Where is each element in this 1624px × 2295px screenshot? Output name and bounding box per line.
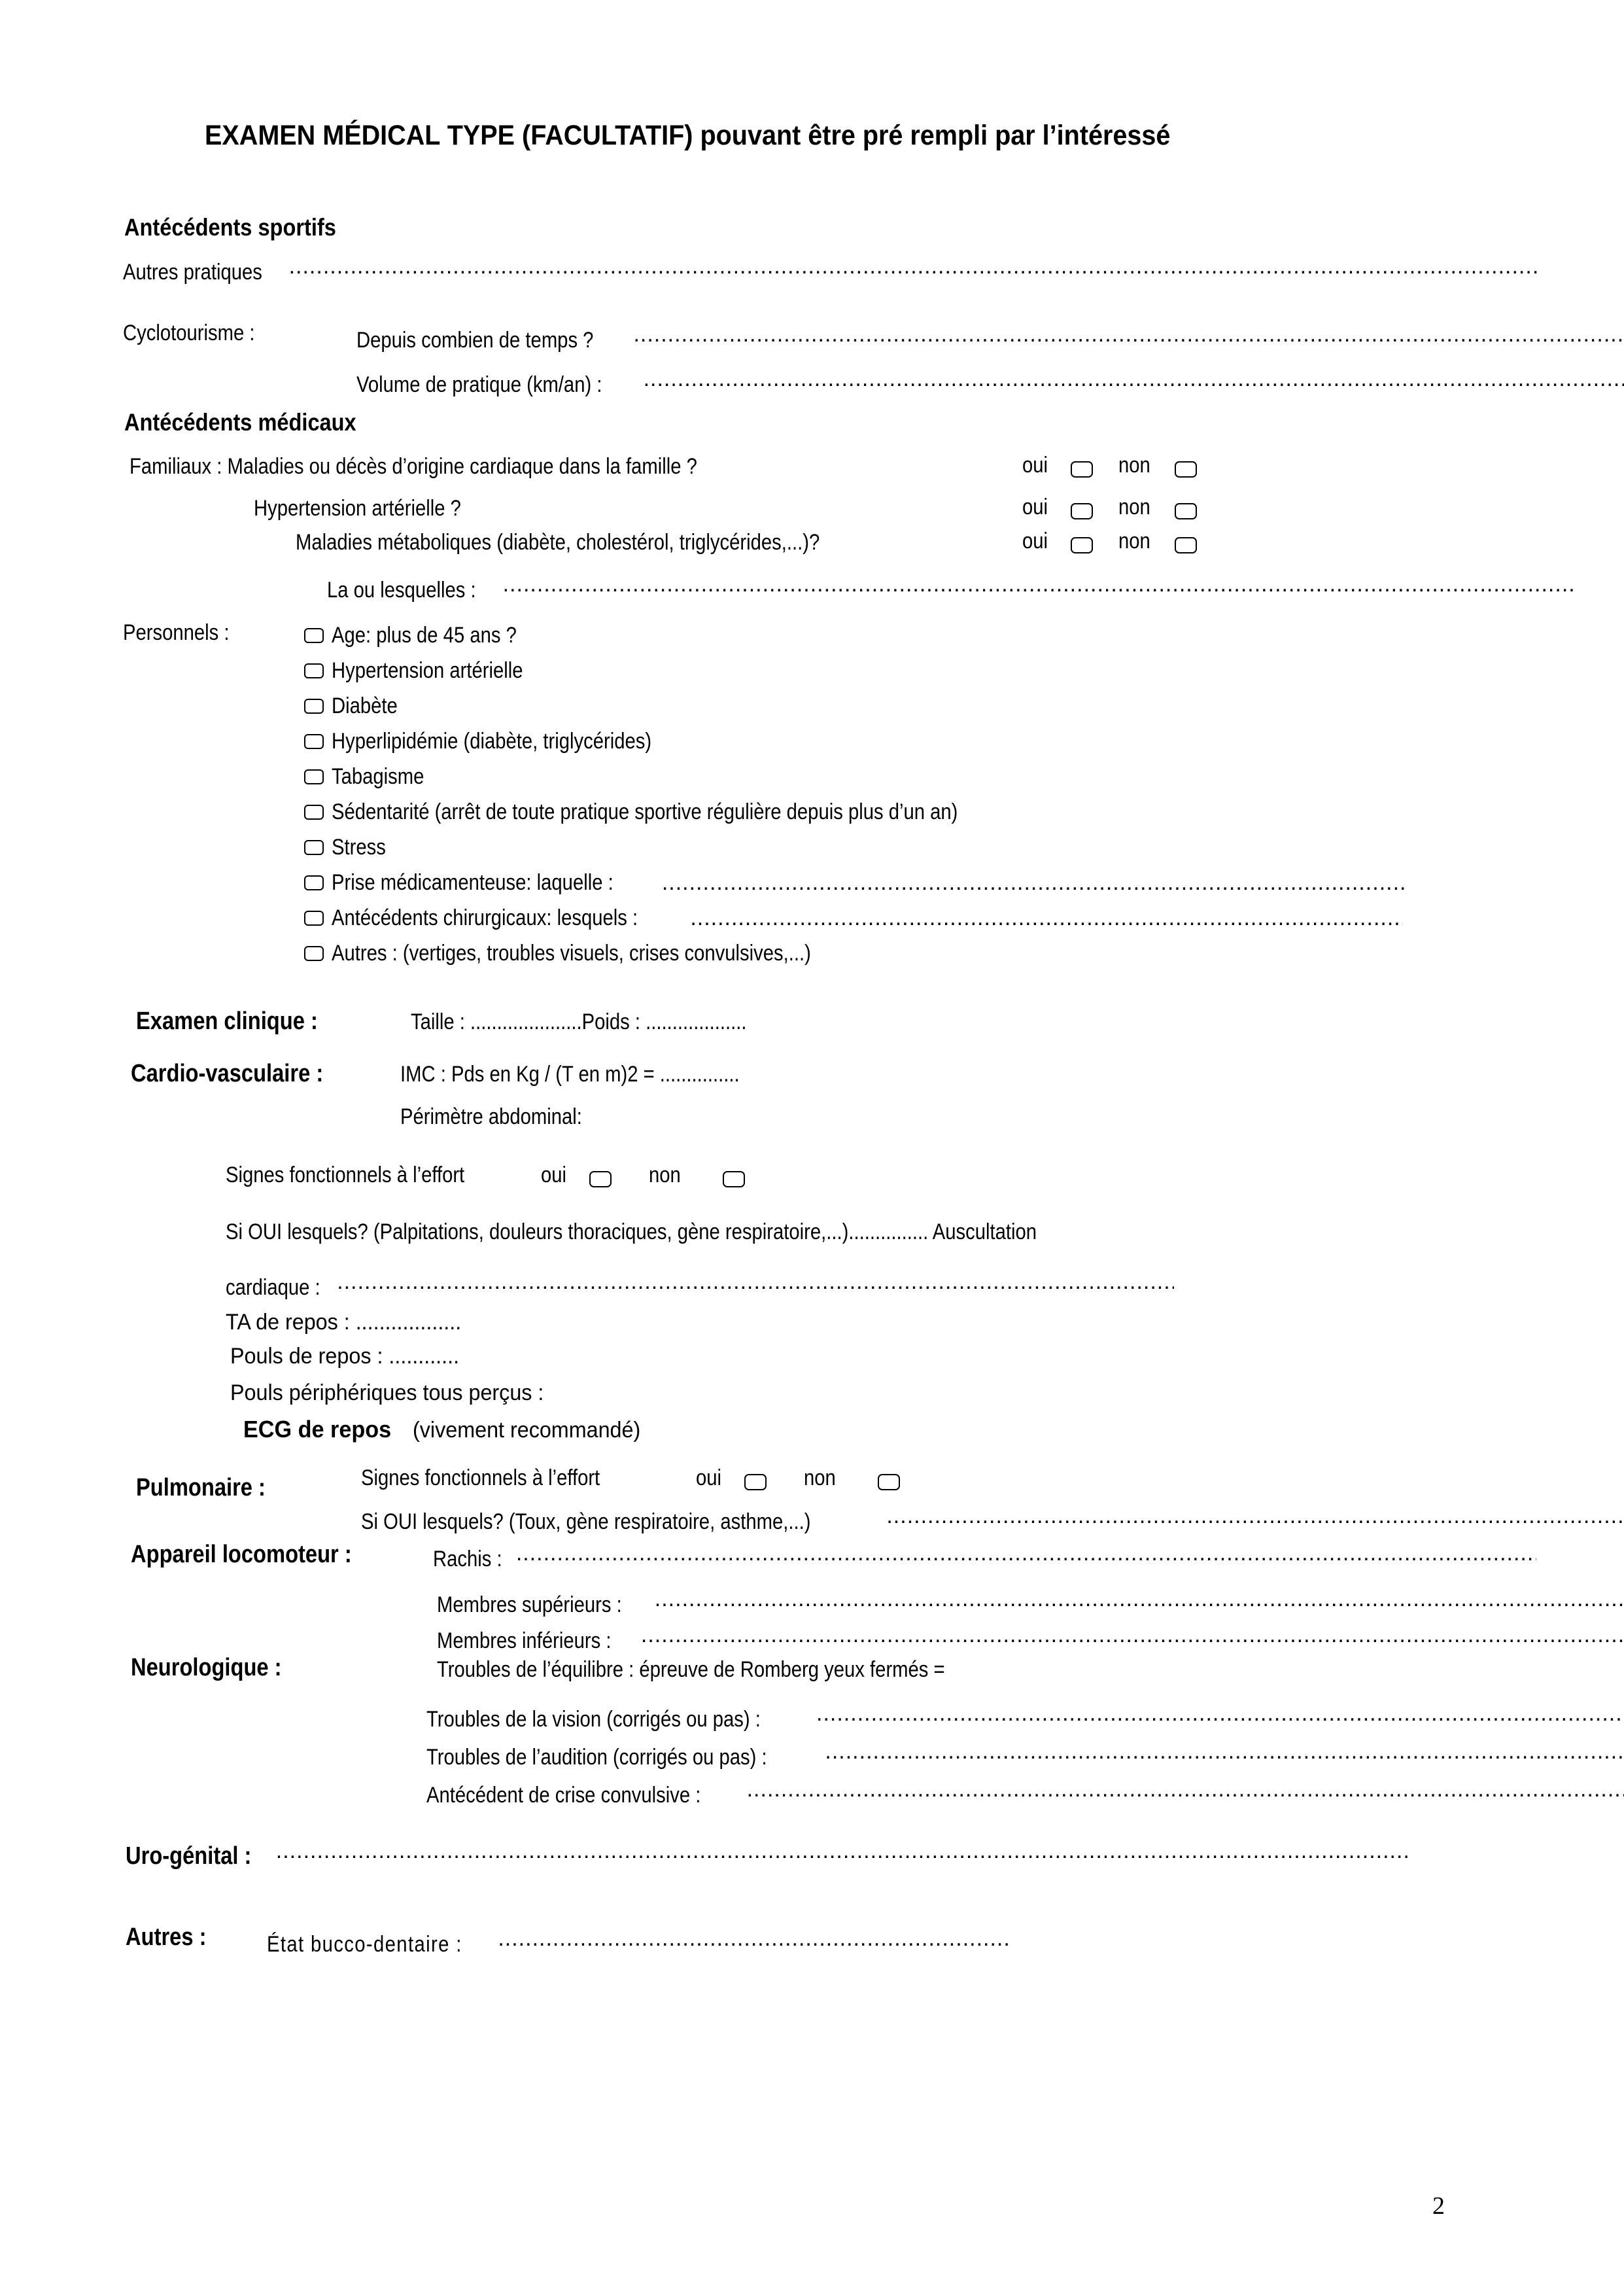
oui-label: oui bbox=[695, 1465, 721, 1490]
volume-pratique-leader[interactable] bbox=[644, 366, 1624, 392]
list-item-label: Antécédents chirurgicaux: lesquels : bbox=[332, 905, 638, 930]
section-label-pulmonaire: Pulmonaire : bbox=[136, 1474, 266, 1501]
cardiaque-leader[interactable] bbox=[337, 1269, 1174, 1295]
list-item-label: Stress bbox=[332, 835, 386, 860]
checkbox-hyperlipidemie[interactable] bbox=[304, 734, 324, 749]
troubles-vision-row bbox=[426, 1701, 1624, 1730]
membres-inferieurs-leader[interactable] bbox=[641, 1622, 1624, 1648]
pulmonaire-signes-label: Signes fonctionnels à l’effort bbox=[361, 1465, 600, 1490]
checkbox-cardio-signes-non[interactable] bbox=[723, 1171, 745, 1187]
list-item[interactable] bbox=[304, 653, 1408, 688]
checkbox-prise-medicamenteuse[interactable] bbox=[304, 875, 324, 890]
non-label: non bbox=[1118, 453, 1150, 478]
autres-pratiques-row bbox=[123, 254, 1538, 283]
ecg-note: (vivement recommandé) bbox=[412, 1418, 641, 1443]
list-item-label: Hyperlipidémie (diabète, triglycérides) bbox=[332, 729, 652, 754]
list-item-label: Diabète bbox=[332, 693, 398, 718]
membres-superieurs-leader[interactable] bbox=[655, 1586, 1624, 1612]
prise-medicamenteuse-leader[interactable] bbox=[662, 870, 1408, 896]
oui-label: oui bbox=[1022, 529, 1048, 553]
cardiaque-label: cardiaque : bbox=[226, 1275, 320, 1300]
troubles-vision-leader[interactable] bbox=[816, 1701, 1624, 1726]
bucco-dentaire-leader[interactable] bbox=[498, 1926, 1008, 1952]
list-item-label: Age: plus de 45 ans ? bbox=[332, 623, 517, 648]
troubles-audition-leader[interactable] bbox=[825, 1739, 1624, 1764]
checkbox-sedentarite[interactable] bbox=[304, 805, 324, 820]
la-ou-lesquelles-row bbox=[327, 572, 1576, 601]
rachis-row bbox=[433, 1541, 1536, 1570]
list-item[interactable] bbox=[304, 865, 1408, 900]
pouls-de-repos-row[interactable]: Pouls de repos : ............ bbox=[230, 1344, 460, 1369]
section-label-autres: Autres : bbox=[126, 1923, 207, 1951]
pulmonaire-si-oui-row bbox=[361, 1503, 1624, 1533]
section-label-neurologique: Neurologique : bbox=[131, 1654, 282, 1681]
checkbox-tabagisme[interactable] bbox=[304, 769, 324, 784]
checkbox-familiaux-metaboliques-oui[interactable] bbox=[1071, 537, 1093, 553]
autres-pratiques-label: Autres pratiques bbox=[123, 260, 262, 285]
checkbox-age-45[interactable] bbox=[304, 628, 324, 643]
list-item[interactable] bbox=[304, 794, 1408, 830]
personnels-checklist bbox=[304, 618, 1408, 971]
ecg-de-repos-label: ECG de repos bbox=[243, 1416, 392, 1443]
list-item[interactable] bbox=[304, 936, 1408, 971]
checkbox-familiaux-cardiaque-non[interactable] bbox=[1175, 461, 1197, 478]
list-item-label: Prise médicamenteuse: laquelle : bbox=[332, 870, 613, 895]
list-item[interactable] bbox=[304, 759, 1408, 794]
oui-label: oui bbox=[1022, 453, 1048, 478]
checkbox-pulmonaire-signes-oui[interactable] bbox=[744, 1474, 767, 1490]
auscultation-cardiaque-row bbox=[226, 1269, 1174, 1299]
page-title: EXAMEN MÉDICAL TYPE (FACULTATIF) pouvant être pré rempli par l’intéressé bbox=[205, 120, 1171, 151]
uro-genital-row bbox=[126, 1838, 1408, 1870]
checkbox-familiaux-hta-oui[interactable] bbox=[1071, 503, 1093, 519]
section-label-cardio-vasculaire: Cardio-vasculaire : bbox=[131, 1060, 324, 1087]
membres-superieurs-label: Membres supérieurs : bbox=[437, 1592, 622, 1617]
familiaux-hta-choices bbox=[1022, 496, 1197, 519]
crise-convulsive-row bbox=[426, 1777, 1624, 1806]
bucco-dentaire-row bbox=[267, 1926, 1008, 1955]
checkbox-hypertension[interactable] bbox=[304, 663, 324, 678]
heading-antecedents-sportifs: Antécédents sportifs bbox=[124, 214, 336, 241]
cyclotourisme-duree-row bbox=[356, 322, 1624, 351]
list-item-label: Hypertension artérielle bbox=[332, 658, 523, 683]
list-item[interactable] bbox=[304, 688, 1408, 724]
rachis-label: Rachis : bbox=[433, 1547, 502, 1571]
list-item-label: Sédentarité (arrêt de toute pratique sportive régulière depuis plus d’un an) bbox=[332, 799, 958, 824]
rachis-leader[interactable] bbox=[516, 1541, 1536, 1566]
imc-row[interactable]: IMC : Pds en Kg / (T en m)2 = ............... bbox=[400, 1062, 740, 1087]
familiaux-metaboliques-choices bbox=[1022, 530, 1197, 553]
page-number: 2 bbox=[1432, 2192, 1445, 2220]
pulmonaire-si-oui-leader[interactable] bbox=[886, 1503, 1624, 1529]
troubles-vision-label: Troubles de la vision (corrigés ou pas) : bbox=[426, 1707, 761, 1732]
familiaux-label: Familiaux : Maladies ou décès d’origine cardiaque dans la famille ? bbox=[130, 454, 697, 479]
list-item[interactable] bbox=[304, 830, 1408, 865]
heading-antecedents-medicaux: Antécédents médicaux bbox=[124, 409, 356, 436]
non-label: non bbox=[1118, 529, 1150, 553]
autres-pratiques-leader[interactable] bbox=[289, 254, 1538, 279]
la-ou-lesquelles-leader[interactable] bbox=[503, 572, 1576, 597]
membres-superieurs-row bbox=[437, 1586, 1624, 1616]
list-item-label: Tabagisme bbox=[332, 764, 424, 789]
depuis-combien-label: Depuis combien de temps ? bbox=[356, 328, 594, 353]
crise-convulsive-label: Antécédent de crise convulsive : bbox=[426, 1783, 701, 1808]
pulmonaire-si-oui-label: Si OUI lesquels? (Toux, gène respiratoire, asthme,...) bbox=[361, 1509, 811, 1534]
section-label-examen-clinique: Examen clinique : bbox=[136, 1007, 318, 1035]
list-item[interactable] bbox=[304, 724, 1408, 759]
checkbox-pulmonaire-signes-non[interactable] bbox=[878, 1474, 900, 1490]
perimetre-abdominal-row[interactable]: Périmètre abdominal: bbox=[400, 1104, 582, 1129]
cyclotourisme-label: Cyclotourisme : bbox=[123, 321, 255, 345]
oui-label: oui bbox=[540, 1163, 566, 1187]
familiaux-metaboliques-label: Maladies métaboliques (diabète, cholestérol, triglycérides,...)? bbox=[296, 530, 820, 555]
taille-poids-row[interactable]: Taille : .....................Poids : ................... bbox=[411, 1009, 747, 1034]
depuis-combien-leader[interactable] bbox=[633, 322, 1624, 347]
checkbox-familiaux-metaboliques-non[interactable] bbox=[1175, 537, 1197, 553]
non-label: non bbox=[803, 1465, 836, 1490]
membres-inferieurs-label: Membres inférieurs : bbox=[437, 1628, 612, 1653]
cardio-signes-label: Signes fonctionnels à l’effort bbox=[226, 1163, 465, 1187]
non-label: non bbox=[1118, 495, 1150, 519]
checkbox-cardio-signes-oui[interactable] bbox=[589, 1171, 612, 1187]
bucco-dentaire-label: État bucco-dentaire : bbox=[267, 1932, 462, 1957]
checkbox-autres-symptomes[interactable] bbox=[304, 946, 324, 961]
cardio-signes-row bbox=[226, 1164, 745, 1187]
cardio-si-oui-label: Si OUI lesquels? (Palpitations, douleurs thoraciques, gène respiratoire,...)............... Auscultation bbox=[226, 1219, 1037, 1244]
ta-de-repos-row[interactable]: TA de repos : .................. bbox=[226, 1310, 462, 1335]
familiaux-cardiaque-choices bbox=[1022, 454, 1197, 478]
list-item-label: Autres : (vertiges, troubles visuels, crises convulsives,...) bbox=[332, 941, 811, 966]
checkbox-familiaux-cardiaque-oui[interactable] bbox=[1071, 461, 1093, 478]
section-label-appareil-locomoteur: Appareil locomoteur : bbox=[131, 1541, 352, 1568]
antecedents-chirurgicaux-leader[interactable] bbox=[690, 905, 1403, 931]
personnels-label: Personnels : bbox=[123, 620, 230, 645]
oui-label: oui bbox=[1022, 495, 1048, 519]
checkbox-diabete[interactable] bbox=[304, 699, 324, 714]
volume-pratique-label: Volume de pratique (km/an) : bbox=[356, 372, 602, 397]
crise-convulsive-leader[interactable] bbox=[747, 1777, 1624, 1802]
list-item[interactable] bbox=[304, 618, 1408, 653]
checkbox-familiaux-hta-non[interactable] bbox=[1175, 503, 1197, 519]
la-ou-lesquelles-label: La ou lesquelles : bbox=[327, 578, 476, 603]
section-label-uro-genital: Uro-génital : bbox=[126, 1842, 252, 1870]
troubles-audition-label: Troubles de l’audition (corrigés ou pas) : bbox=[426, 1745, 767, 1770]
uro-genital-leader[interactable] bbox=[276, 1838, 1408, 1864]
ecg-repos-row bbox=[243, 1416, 653, 1443]
pouls-peripheriques-row[interactable]: Pouls périphériques tous perçus : bbox=[230, 1380, 544, 1405]
romberg-row[interactable]: Troubles de l’équilibre : épreuve de Romberg yeux fermés = bbox=[437, 1657, 945, 1682]
list-item[interactable] bbox=[304, 900, 1408, 936]
pulmonaire-signes-row bbox=[361, 1467, 900, 1490]
membres-inferieurs-row bbox=[437, 1622, 1624, 1652]
cyclotourisme-volume-row bbox=[356, 366, 1624, 396]
familiaux-hta-label: Hypertension artérielle ? bbox=[254, 496, 461, 521]
troubles-audition-row bbox=[426, 1739, 1624, 1768]
checkbox-antecedents-chirurgicaux[interactable] bbox=[304, 911, 324, 926]
non-label: non bbox=[648, 1163, 681, 1187]
checkbox-stress[interactable] bbox=[304, 840, 324, 855]
